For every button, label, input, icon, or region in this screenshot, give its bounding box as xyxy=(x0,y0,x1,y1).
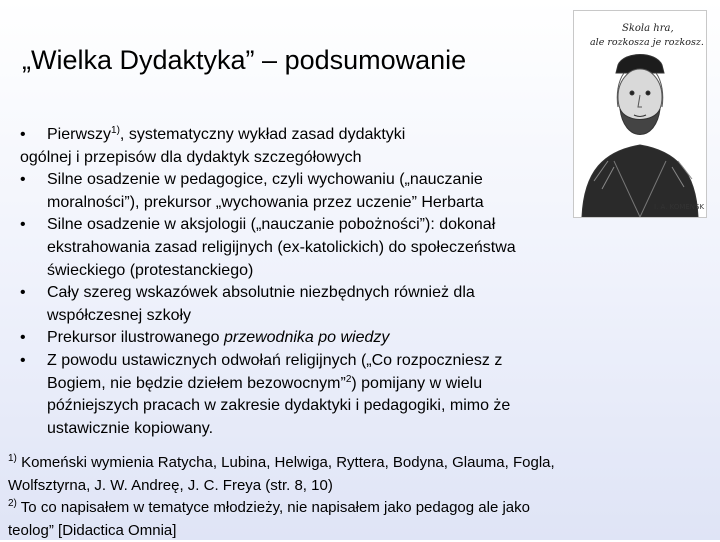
bullet-list xyxy=(20,124,680,440)
list-item-continuation: Bogiem, nie będzie dziełem bezowocnym”$^2$) pomijany w wielu xyxy=(20,373,680,396)
list-item-continuation: późniejszych pracach w zakresie dydaktyki i pedagogiki, mimo że xyxy=(20,395,680,418)
list-item-continuation: świeckiego (protestanckiego) xyxy=(20,260,680,283)
list-item: • Silne osadzenie w aksjologii („nauczanie pobożności”): dokonał xyxy=(20,214,680,237)
footnotes xyxy=(8,452,713,542)
list-item-continuation: współczesnej szkoły xyxy=(20,305,680,328)
bullet-marker: • xyxy=(20,327,47,350)
bullet-marker: • xyxy=(20,214,47,237)
portrait-inscription-2: ale rozkosza je rozkosz. xyxy=(590,37,704,48)
list-item: • Pierwszy$^{1)}$, systematyczny wykład zasad dydaktyki xyxy=(20,124,680,147)
emphasis-text: przewodnika po wiedzy xyxy=(224,329,389,346)
portrait-inscription-1: Skola hra, xyxy=(622,23,674,34)
bullet-marker: • xyxy=(20,350,47,373)
bullet-marker: • xyxy=(20,169,47,192)
list-item: • Prekursor ilustrowanego przewodnika po wiedzy xyxy=(20,327,680,350)
slide-title: „Wielka Dydaktyka” – podsumowanie xyxy=(22,44,466,76)
bullet-marker: • xyxy=(20,282,47,305)
list-item: • Silne osadzenie w pedagogice, czyli wychowaniu („nauczanie xyxy=(20,169,680,192)
list-item-continuation: ustawicznie kopiowany. xyxy=(20,418,680,441)
list-item-continuation: ogólnej i przepisów dla dydaktyk szczegółowych xyxy=(20,147,680,170)
list-item: • Z powodu ustawicznych odwołań religijnych („Co rozpoczniesz z xyxy=(20,350,680,373)
list-item-continuation: moralności”), prekursor „wychowania przez uczenie” Herbarta xyxy=(20,192,680,215)
footnote-1-continuation: Wolfsztyrna, J. W. Andreę, J. C. Freya (str. 8, 10) xyxy=(8,475,713,498)
footnote-2-continuation: teolog” [Didactica Omnia] xyxy=(8,520,713,542)
list-item-continuation: ekstrahowania zasad religijnych (ex-katolickich) do społeczeństwa xyxy=(20,237,680,260)
footnote-2: $^{2)}$ To co napisałem w tematyce młodzieży, nie napisałem jako pedagog ale jako xyxy=(8,497,713,520)
list-item: • Cały szereg wskazówek absolutnie niezbędnych również dla xyxy=(20,282,680,305)
bullet-marker: • xyxy=(20,124,47,147)
portrait-caption: I. A. KOMENSK xyxy=(654,203,704,211)
footnote-1: $^{1)}$ Komeński wymienia Ratycha, Lubina, Helwiga, Ryttera, Bodyna, Glauma, Fogla, xyxy=(8,452,713,475)
